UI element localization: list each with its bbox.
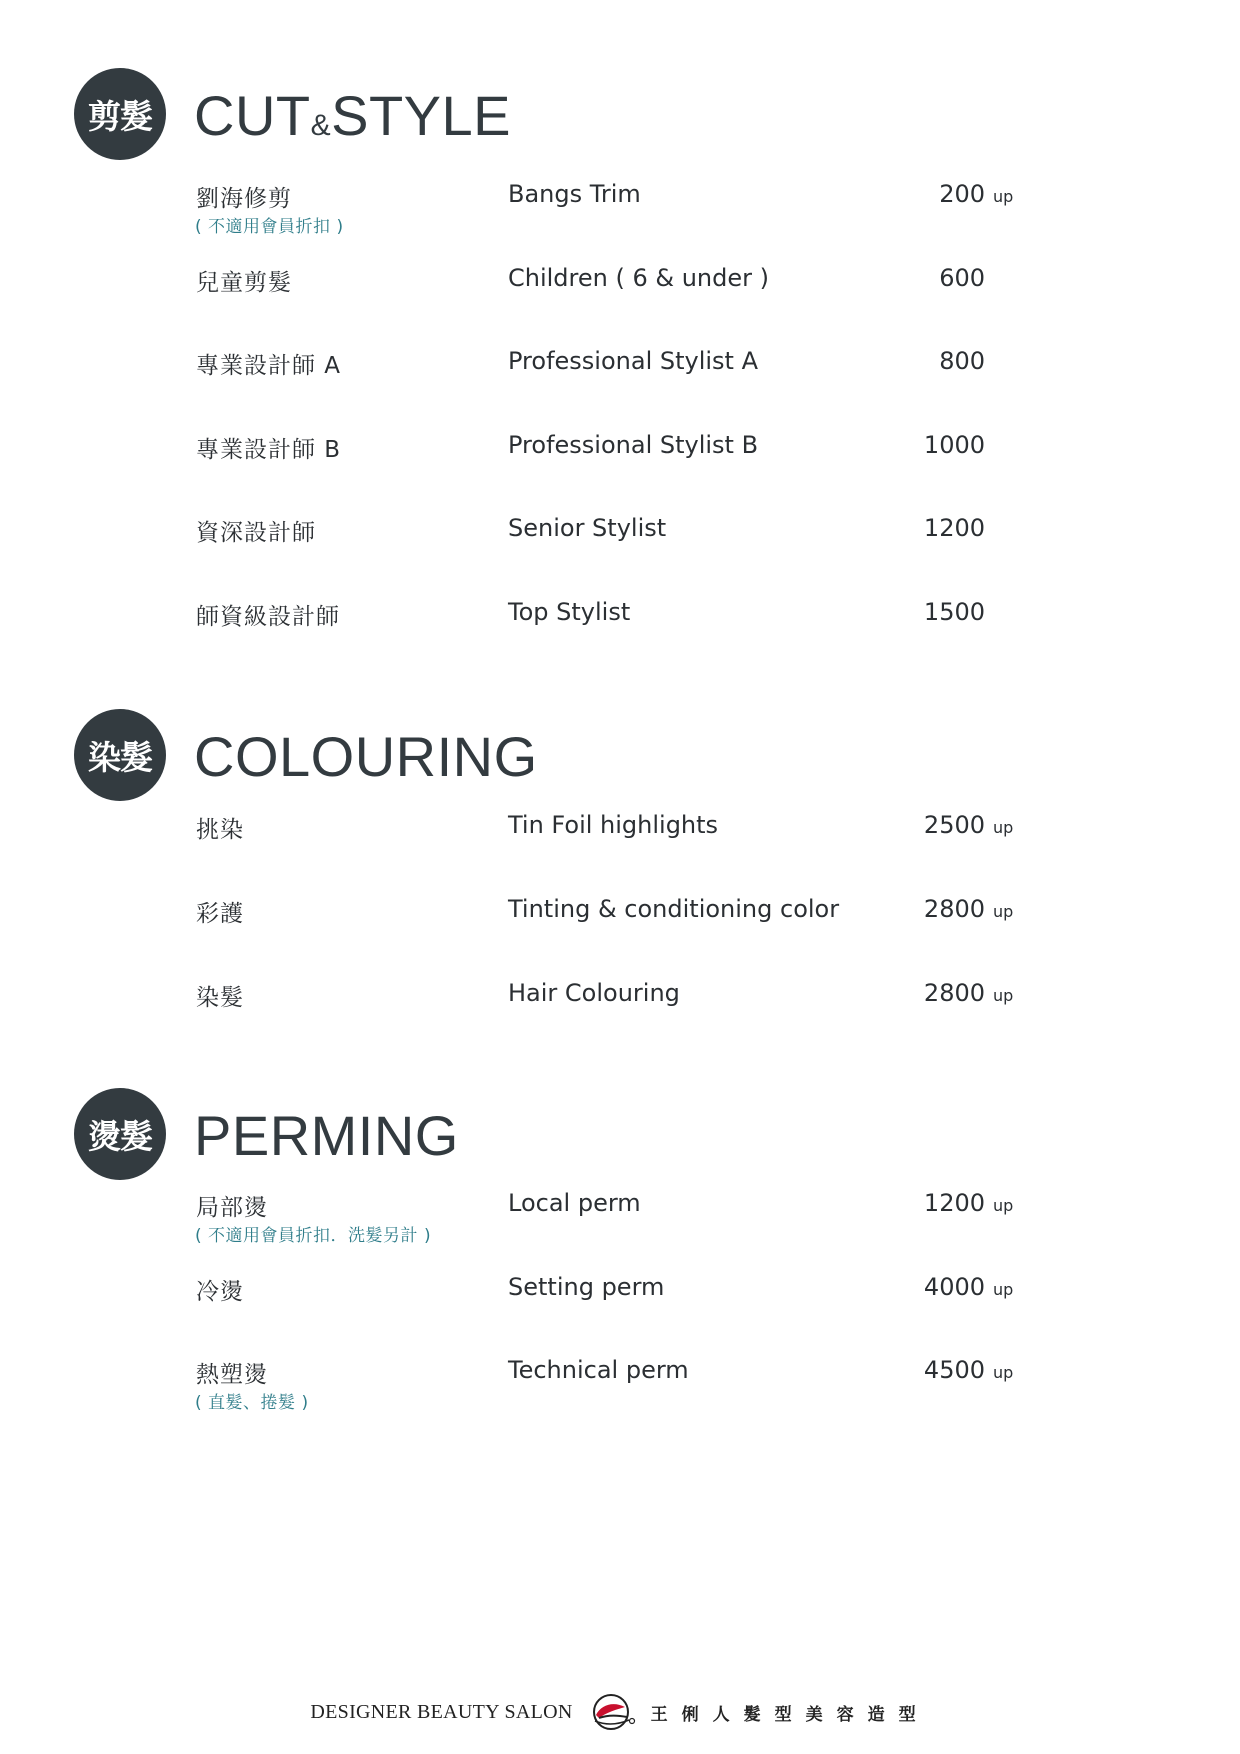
item-name-en: Top Stylist xyxy=(508,598,631,626)
item-price xyxy=(920,514,1100,542)
item-name-zh: 兒童剪髮 xyxy=(196,270,292,296)
section-title xyxy=(194,1104,459,1167)
price-suffix: up xyxy=(993,1280,1014,1299)
item-name-zh: 熱塑燙 xyxy=(196,1362,268,1388)
menu-item-hair-colouring xyxy=(0,979,1240,1039)
item-name-zh: 冷燙 xyxy=(196,1279,244,1305)
item-note: ( 直髮、捲髮 ) xyxy=(195,1393,309,1413)
item-price xyxy=(920,598,1100,626)
price-value: 1200 xyxy=(923,1189,985,1217)
price-value: 2800 xyxy=(923,895,985,923)
item-name-en: Children ( 6 & under ) xyxy=(508,264,769,292)
menu-item-stylist-b xyxy=(0,431,1240,491)
section-badge: 染髮 xyxy=(74,709,166,801)
item-name-en: Bangs Trim xyxy=(508,180,641,208)
section-title xyxy=(194,725,538,788)
price-value: 1200 xyxy=(923,514,985,542)
price-value: 4500 xyxy=(923,1356,985,1384)
item-name-zh: 彩護 xyxy=(196,901,244,927)
menu-item-children xyxy=(0,264,1240,324)
price-suffix: up xyxy=(993,187,1014,206)
price-value: 4000 xyxy=(923,1273,985,1301)
item-name-zh: 局部燙 xyxy=(196,1195,268,1221)
price-suffix: up xyxy=(993,1363,1014,1382)
item-name-en: Tinting & conditioning color xyxy=(508,895,840,923)
item-name-zh: 資深設計師 xyxy=(196,520,316,546)
menu-item-senior-stylist xyxy=(0,514,1240,574)
menu-item-setting-perm xyxy=(0,1273,1240,1333)
price-value: 200 xyxy=(939,180,985,208)
price-value: 1500 xyxy=(923,598,985,626)
item-price xyxy=(920,1356,1100,1384)
item-name-zh: 專業設計師 A xyxy=(196,353,342,379)
item-name-en: Hair Colouring xyxy=(508,979,680,1007)
price-value: 1000 xyxy=(923,431,985,459)
item-price xyxy=(920,895,1100,923)
item-name-en: Professional Stylist B xyxy=(508,431,759,459)
price-suffix: up xyxy=(993,902,1014,921)
footer-salon-name-zh: 王俐人髮型美容造型 xyxy=(650,1704,930,1725)
section-title-part: CUT xyxy=(194,84,311,147)
price-value: 800 xyxy=(939,347,985,375)
item-name-en: Senior Stylist xyxy=(508,514,667,542)
menu-item-tinting xyxy=(0,895,1240,955)
item-note: ( 不適用會員折扣．洗髮另計 ) xyxy=(195,1226,432,1246)
menu-item-tin-foil xyxy=(0,811,1240,871)
price-value: 2800 xyxy=(923,979,985,1007)
item-name-zh: 挑染 xyxy=(196,817,244,843)
section-title-part: STYLE xyxy=(331,84,512,147)
price-suffix: up xyxy=(993,1196,1014,1215)
section-badge: 剪髮 xyxy=(74,68,166,160)
price-value: 600 xyxy=(939,264,985,292)
item-price xyxy=(920,180,1100,208)
section-title-amp: & xyxy=(310,109,332,142)
item-price xyxy=(920,431,1100,459)
item-name-zh: 師資級設計師 xyxy=(196,604,340,630)
footer-salon-name-en: DESIGNER BEAUTY SALON xyxy=(310,1700,573,1723)
menu-item-bangs-trim xyxy=(0,180,1240,240)
item-name-en: Local perm xyxy=(508,1189,641,1217)
section-title xyxy=(194,84,512,147)
menu-item-top-stylist xyxy=(0,598,1240,658)
menu-item-stylist-a xyxy=(0,347,1240,407)
item-name-en: Professional Stylist A xyxy=(508,347,759,375)
section-title-part: COLOURING xyxy=(194,725,538,788)
menu-item-technical-perm xyxy=(0,1356,1240,1416)
section-title-part: PERMING xyxy=(194,1104,459,1167)
price-suffix: up xyxy=(993,986,1014,1005)
item-price xyxy=(920,347,1100,375)
item-name-en: Setting perm xyxy=(508,1273,665,1301)
salon-logo-icon xyxy=(587,1691,637,1733)
item-name-zh: 劉海修剪 xyxy=(196,186,292,212)
item-name-en: Tin Foil highlights xyxy=(508,811,719,839)
item-note: ( 不適用會員折扣 ) xyxy=(195,217,344,237)
item-name-en: Technical perm xyxy=(508,1356,689,1384)
section-badge: 燙髮 xyxy=(74,1088,166,1180)
item-price xyxy=(920,1273,1100,1301)
price-suffix: up xyxy=(993,818,1014,837)
item-price xyxy=(920,264,1100,292)
menu-item-local-perm xyxy=(0,1189,1240,1249)
footer xyxy=(0,1690,1240,1734)
item-name-zh: 染髮 xyxy=(196,985,244,1011)
item-price xyxy=(920,979,1100,1007)
item-price xyxy=(920,1189,1100,1217)
item-name-zh: 專業設計師 B xyxy=(196,437,342,463)
item-price xyxy=(920,811,1100,839)
price-value: 2500 xyxy=(923,811,985,839)
